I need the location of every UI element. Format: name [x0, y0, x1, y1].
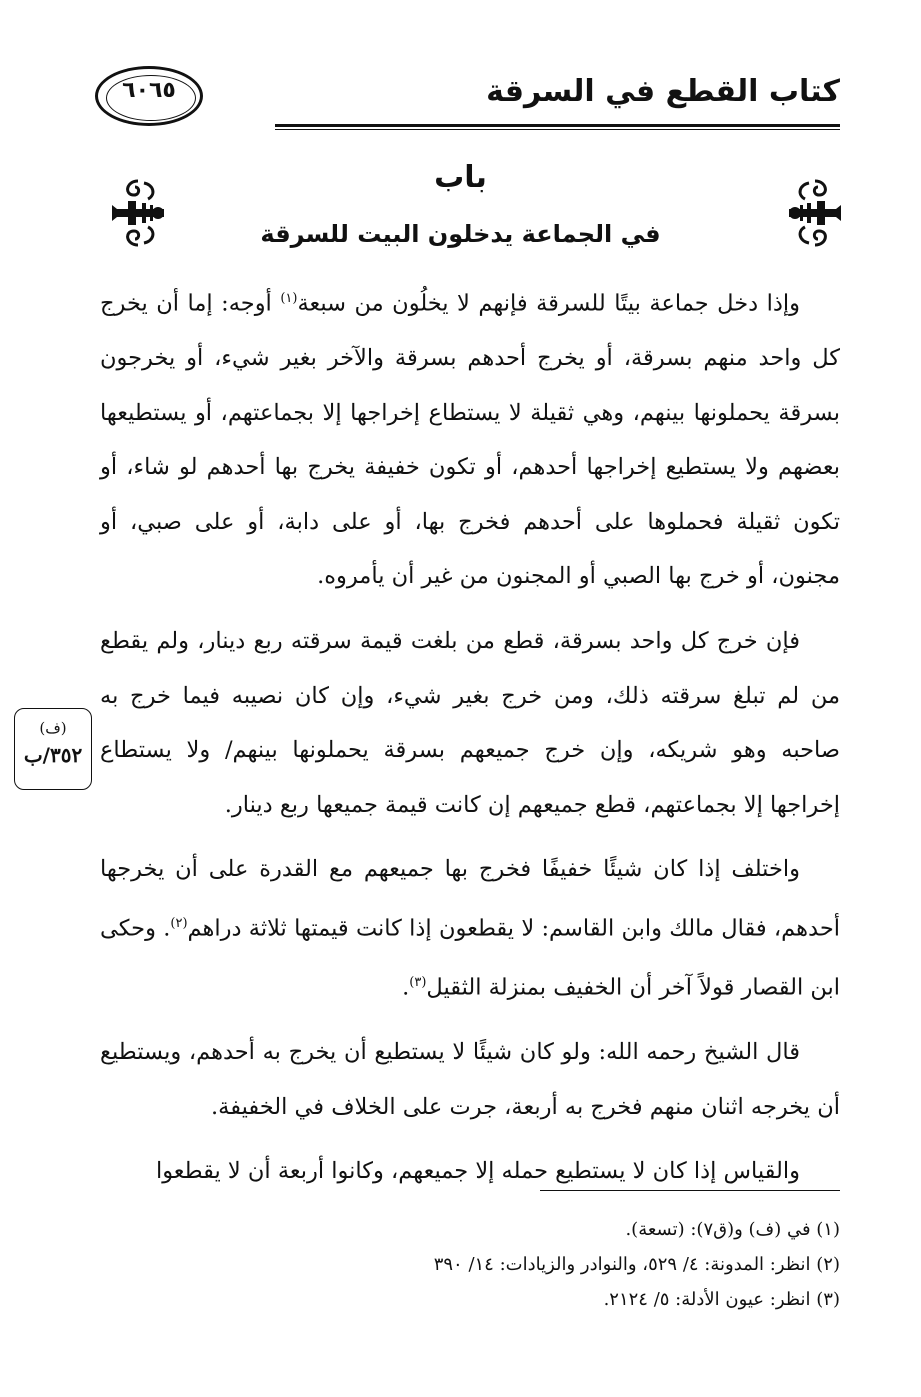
paragraph-text: أوجه: إما أن يخرج كل واحد منهم بسرقة، أو يخرج أحدهم بسرقة والآخر بغير شيء، أو يخرجون بسرقة يحملونها بينهم، وهي ثقيلة لا يستطاع إخراجها إلا بجماعتهم، أو يستطيعها بعضهم ولا يستطيع إخراجها أحدهم، أو تكون خفيفة يخرج بها أحدهم لو شاء، أو تكون ثقيلة فحملوها على أحدهم فخرج بها، أو على دابة، أو على صبي، أو مجنون، أو خرج بها الصبي أو المجنون من غير أن يأمروه.	[100, 290, 840, 590]
paragraph-text: فإن خرج كل واحد بسرقة، قطع من بلغت قيمة سرقته ربع دينار، ولم يقطع من لم تبلغ سرقته ذلك، ومن خرج بغير شيء، وإن كان نصيبه فيما خرج به صاحبه وهو شريكه، وإن خرج جميعهم بسرقة يحملونها بينهم/ ولا يستطاع إخراجها إلا بجماعتهم، قطع جميعهم إن كانت قيمة جميعها ربع دينار.	[100, 628, 840, 818]
footnote-2: (٢) انظر: المدونة: ٤/ ٥٢٩، والنوادر والزيادات: ١٤/ ٣٩٠	[433, 1254, 840, 1275]
paragraph-2	[100, 614, 840, 832]
paragraph-text: . وحكى ابن القصار قولاً آخر أن الخفيف بمنزلة الثقيل	[100, 915, 840, 1001]
paragraph-4	[100, 1025, 840, 1134]
body-text	[100, 272, 840, 1199]
footnote-ref: (١)	[280, 291, 298, 306]
header-rule-thin	[275, 129, 840, 130]
paragraph-text: قال الشيخ رحمه الله: ولو كان شيئًا لا يستطيع أن يخرج به أحدهم، ويستطيع أن يخرجه اثنان منهم فخرج به أربعة، جرت على الخلاف في الخفيفة.	[100, 1039, 840, 1120]
paragraph-text: واختلف إذا كان شيئًا خفيفًا فخرج بها جميعهم مع القدرة على أن يخرجها أحدهم، فقال مالك وابن القاسم: لا يقطعون إذا كانت قيمتها ثلاثة دراهم	[100, 856, 840, 942]
footnote-3: (٣) انظر: عيون الأدلة: ٥/ ٢١٢٤.	[603, 1289, 840, 1310]
footnote-separator	[540, 1190, 840, 1191]
footnotes	[100, 1212, 840, 1317]
chapter-subtitle: في الجماعة يدخلون البيت للسرقة	[260, 220, 661, 248]
running-header	[95, 66, 840, 128]
paragraph-text: والقياس إذا كان لا يستطيع حمله إلا جميعهم، وكانوا أربعة أن لا يقطعوا	[155, 1158, 800, 1185]
paragraph-text: .	[402, 974, 410, 1001]
footnote-1: (١) في (ف) و(ق٧): (تسعة).	[625, 1219, 840, 1240]
paragraph-text: وإذا دخل جماعة بيتًا للسرقة فإنهم لا يخلُون من سبعة	[297, 290, 800, 317]
footnote-ref: (٢)	[170, 916, 188, 932]
page-number: ٦٠٦٥	[122, 78, 176, 103]
manuscript-siglum: (ف)	[39, 719, 67, 737]
manuscript-folio: ٣٥٢/ب	[23, 743, 83, 767]
chapter-title: باب	[434, 160, 487, 195]
running-title: كتاب القطع في السرقة	[486, 74, 840, 109]
paragraph-3	[100, 842, 840, 1015]
footnote-ref: (٣)	[409, 975, 427, 991]
paragraph-1	[100, 272, 840, 604]
manuscript-margin-note	[14, 708, 92, 790]
header-rule	[275, 124, 840, 127]
